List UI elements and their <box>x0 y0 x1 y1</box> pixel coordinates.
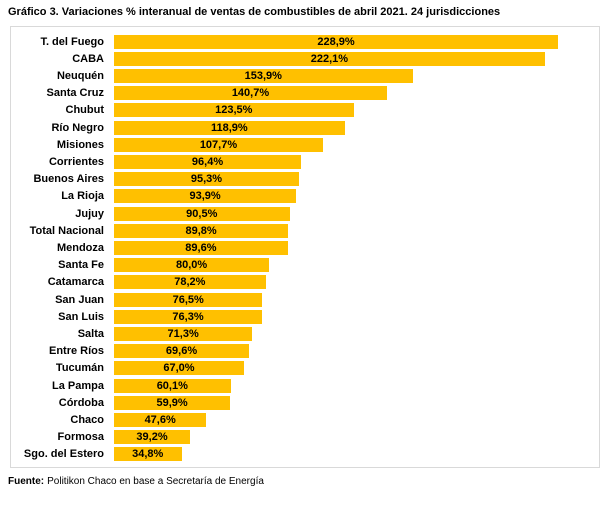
bar <box>114 69 413 83</box>
bar-track <box>114 52 599 66</box>
category-label: Entre Ríos <box>48 345 104 358</box>
source-line <box>8 476 264 487</box>
bar-row <box>11 119 599 136</box>
bar <box>114 35 558 49</box>
value-label: 107,7% <box>199 138 238 151</box>
source-text: Politikon Chaco en base a Secretaría de Energía <box>47 476 264 487</box>
bar-track <box>114 241 599 255</box>
bar-track <box>114 121 599 135</box>
bar-row <box>11 239 599 256</box>
bar <box>114 396 230 410</box>
category-label: Sgo. del Estero <box>23 448 104 461</box>
bar <box>114 327 252 341</box>
bar <box>114 413 206 427</box>
value-label: 76,5% <box>172 293 204 306</box>
bar <box>114 172 299 186</box>
bar-track <box>114 447 599 461</box>
value-label: 69,6% <box>165 345 198 358</box>
bar-row <box>11 343 599 360</box>
bar-row <box>11 33 599 50</box>
bar-row <box>11 222 599 239</box>
value-label: 89,6% <box>185 242 217 255</box>
category-label: San Luis <box>58 310 104 323</box>
value-label: 67,0% <box>163 362 195 375</box>
value-label: 89,8% <box>185 224 217 237</box>
value-label: 228,9% <box>317 35 355 48</box>
category-label: Formosa <box>57 431 104 444</box>
value-label: 93,9% <box>189 190 221 203</box>
bar-row <box>11 136 599 153</box>
category-label: Chaco <box>70 414 104 427</box>
bar-track <box>114 189 599 203</box>
bar-row <box>11 85 599 102</box>
bar <box>114 258 269 272</box>
bar-track <box>114 327 599 341</box>
value-label: 90,5% <box>186 207 218 220</box>
bar-row <box>11 50 599 67</box>
bar <box>114 155 301 169</box>
bar-track <box>114 155 599 169</box>
bar-row <box>11 171 599 188</box>
bar-row <box>11 325 599 342</box>
bar-rows <box>11 27 599 467</box>
value-label: 95,3% <box>190 173 223 186</box>
bar-track <box>114 310 599 324</box>
category-label: Total Nacional <box>29 224 104 237</box>
value-label: 78,2% <box>174 276 206 289</box>
category-label: Corrientes <box>48 156 104 169</box>
bar-track <box>114 224 599 238</box>
bar-row <box>11 394 599 411</box>
chart-title: Gráfico 3. Variaciones % interanual de ventas de combustibles de abril 2021. 24 jurisdicciones <box>8 6 501 18</box>
category-label: T. del Fuego <box>40 35 104 48</box>
bar-row <box>11 274 599 291</box>
category-label: Buenos Aires <box>33 173 104 186</box>
value-label: 222,1% <box>310 52 349 65</box>
bar-track <box>114 293 599 307</box>
value-label: 47,6% <box>144 414 176 427</box>
bar <box>114 189 296 203</box>
bar <box>114 224 288 238</box>
bar-track <box>114 35 599 49</box>
bar-track <box>114 86 599 100</box>
bar-row <box>11 102 599 119</box>
value-label: 118,9% <box>210 121 248 134</box>
value-label: 153,9% <box>244 70 282 82</box>
bar <box>114 361 244 375</box>
bar-row <box>11 360 599 377</box>
bar-row <box>11 308 599 325</box>
category-label: Chubut <box>65 104 104 117</box>
value-label: 96,4% <box>191 156 224 169</box>
bar-track <box>114 138 599 152</box>
value-label: 76,3% <box>172 310 204 323</box>
bar <box>114 103 354 117</box>
chart-plot-area <box>10 26 600 468</box>
bar <box>114 138 323 152</box>
category-label: Salta <box>77 328 104 341</box>
category-label: La Pampa <box>52 379 104 392</box>
value-label: 39,2% <box>136 431 168 444</box>
category-label: Santa Cruz <box>46 87 104 100</box>
bar <box>114 430 190 444</box>
value-label: 140,7% <box>231 87 270 100</box>
source-label: Fuente: <box>8 476 45 487</box>
category-label: Catamarca <box>47 276 104 289</box>
category-label: La Rioja <box>61 190 104 203</box>
category-label: CABA <box>72 52 104 65</box>
bar-row <box>11 153 599 170</box>
bar <box>114 379 231 393</box>
bar-row <box>11 377 599 394</box>
bar-row <box>11 257 599 274</box>
category-label: Jujuy <box>75 207 104 220</box>
category-label: Mendoza <box>56 242 104 255</box>
bar-track <box>114 413 599 427</box>
category-label: Santa Fe <box>58 259 104 272</box>
value-label: 123,5% <box>215 104 253 117</box>
bar-row <box>11 411 599 428</box>
value-label: 34,8% <box>132 448 164 461</box>
bar-row <box>11 67 599 84</box>
value-label: 60,1% <box>156 379 188 392</box>
value-label: 71,3% <box>167 328 199 341</box>
bar <box>114 86 387 100</box>
bar-track <box>114 172 599 186</box>
category-label: Misiones <box>56 138 104 151</box>
bar <box>114 310 262 324</box>
bar-track <box>114 361 599 375</box>
bar-row <box>11 188 599 205</box>
bar <box>114 344 249 358</box>
category-label: Río Negro <box>51 121 104 134</box>
value-label: 80,0% <box>175 259 208 272</box>
bar-track <box>114 103 599 117</box>
bar-row <box>11 429 599 446</box>
category-label: San Juan <box>55 293 104 306</box>
category-label: Córdoba <box>58 396 104 409</box>
bar-track <box>114 69 599 83</box>
bar <box>114 52 545 66</box>
bar <box>114 447 182 461</box>
value-label: 59,9% <box>156 396 188 409</box>
bar-row <box>11 291 599 308</box>
bar <box>114 241 288 255</box>
bar-track <box>114 207 599 221</box>
bar-row <box>11 446 599 463</box>
bar-track <box>114 396 599 410</box>
category-label: Neuquén <box>56 70 104 82</box>
bar-track <box>114 258 599 272</box>
category-label: Tucumán <box>55 362 104 375</box>
bar-track <box>114 344 599 358</box>
bar-track <box>114 275 599 289</box>
bar-track <box>114 379 599 393</box>
bar <box>114 207 290 221</box>
bar <box>114 121 345 135</box>
bar-track <box>114 430 599 444</box>
bar <box>114 275 266 289</box>
bar <box>114 293 262 307</box>
bar-row <box>11 205 599 222</box>
